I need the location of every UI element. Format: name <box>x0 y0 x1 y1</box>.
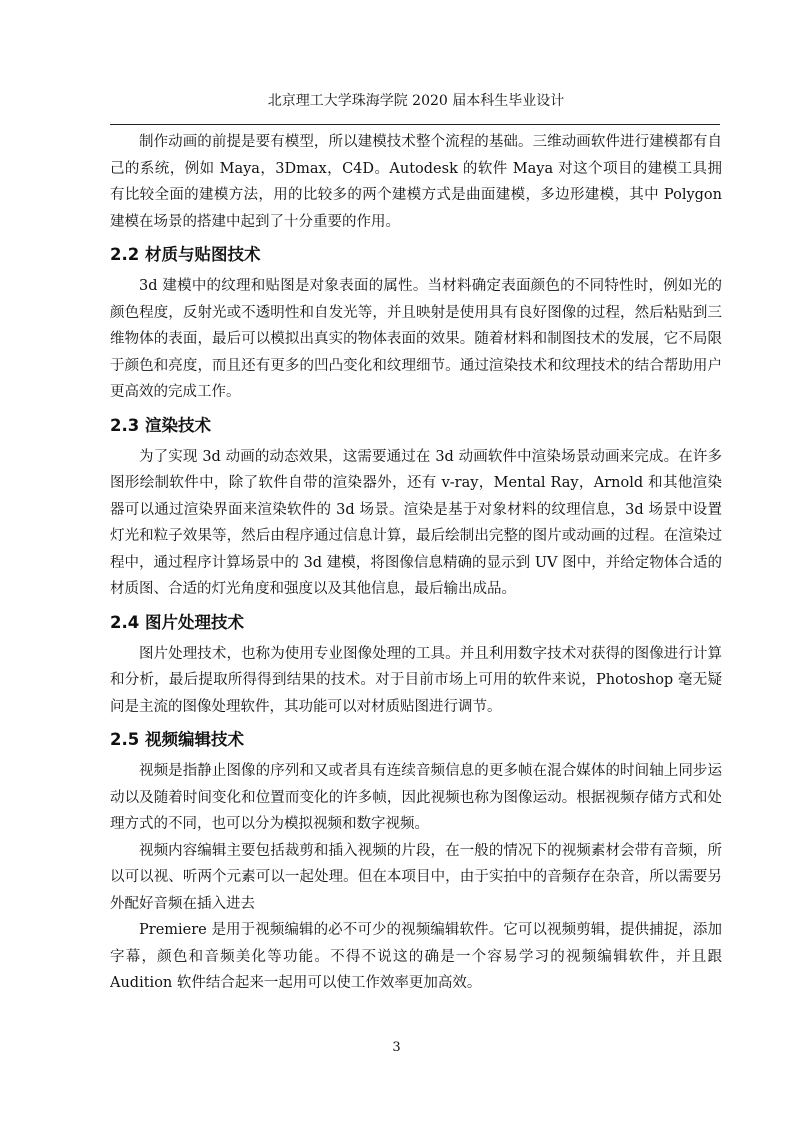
section-2-5-paragraph-2: 视频内容编辑主要包括裁剪和插入视频的片段，在一般的情况下的视频素材会带有音频，所以可以视、听两个元素可以一起处理。但在本项目中，由于实拍中的音频存在杂音，所以需要另外配好音频在插入进去 <box>110 842 722 912</box>
intro-paragraph: 制作动画的前提是要有模型，所以建模技术整个流程的基础。三维动画软件进行建模都有自己的系统，例如 Maya，3Dmax，C4D。Autodesk 的软件 Maya 对这个项目的建模工具拥有比较全面的建模方法，用的比较多的两个建模方式是曲面建模，多边形建模，其中 Polygon 建模在场景的搭建中起到了十分重要的作用。 <box>110 134 722 230</box>
section-heading-2-3: 2.3 渲染技术 <box>110 415 211 435</box>
running-header: 北京理工大学珠海学院 2020 届本科生毕业设计 <box>267 93 565 109</box>
section-heading-2-5: 2.5 视频编辑技术 <box>110 730 244 749</box>
section-2-5-paragraph-1: 视频是指静止图像的序列和又或者具有连续音频信息的更多帧在混合媒体的时间轴上同步运动以及随着时间变化和位置而变化的许多帧，因此视频也称为图像运动。根据视频存储方式和处理方式的不同，也可以分为模拟视频和数字视频。 <box>110 763 722 832</box>
section-heading-2-4: 2.4 图片处理技术 <box>110 612 244 632</box>
body-content <box>110 129 722 997</box>
section-2-5-paragraph-3: Premiere 是用于视频编辑的必不可少的视频编辑软件。它可以视频剪辑，提供捕捉，添加字幕，颜色和音频美化等功能。不得不说这的确是一个容易学习的视频编辑软件，并且跟 Audition 软件结合起来一起用可以使工作效率更加高效。 <box>110 922 722 991</box>
section-2-3-paragraph: 为了实现 3d 动画的动态效果，这需要通过在 3d 动画软件中渲染场景动画来完成。在许多图形绘制软件中，除了软件自带的渲染器外，还有 v-ray，Mental Ray，Arnold 和其他渲染器可以通过渲染界面来渲染软件的 3d 场景。渲染是基于对象材料的纹理信息，3d 场景中设置灯光和粒子效果等，然后由程序通过信息计算，最后绘制出完整的图片或动画的过程。在渲染过程中，通过程序计算场景中的 3d 建模，将图像信息精确的显示到 UV 图中，并给定物体合适的材质图、合适的灯光角度和强度以及其他信息，最后输出成品。 <box>110 448 722 597</box>
section-2-2-paragraph: 3d 建模中的纹理和贴图是对象表面的属性。当材料确定表面颜色的不同特性时，例如光的颜色程度，反射光或不透明性和自发光等，并且映射是使用具有良好图像的过程，然后粘贴到三维物体的表面，最后可以模拟出真实的物体表面的效果。随着材料和制图技术的发展，它不局限于颜色和亮度，而且还有更多的凹凸变化和纹理细节。通过渲染技术和纹理技术的结合帮助用户更高效的完成工作。 <box>110 278 722 400</box>
page-number: 3 <box>392 1040 401 1055</box>
header-divider <box>110 124 720 125</box>
section-heading-2-2: 2.2 材质与贴图技术 <box>110 245 261 264</box>
section-2-4-paragraph: 图片处理技术，也称为使用专业图像处理的工具。并且利用数字技术对获得的图像进行计算和分析，最后提取所得得到结果的技术。对于目前市场上可用的软件来说，Photoshop 毫无疑问是主流的图像处理软件，其功能可以对材质贴图进行调节。 <box>110 645 722 715</box>
